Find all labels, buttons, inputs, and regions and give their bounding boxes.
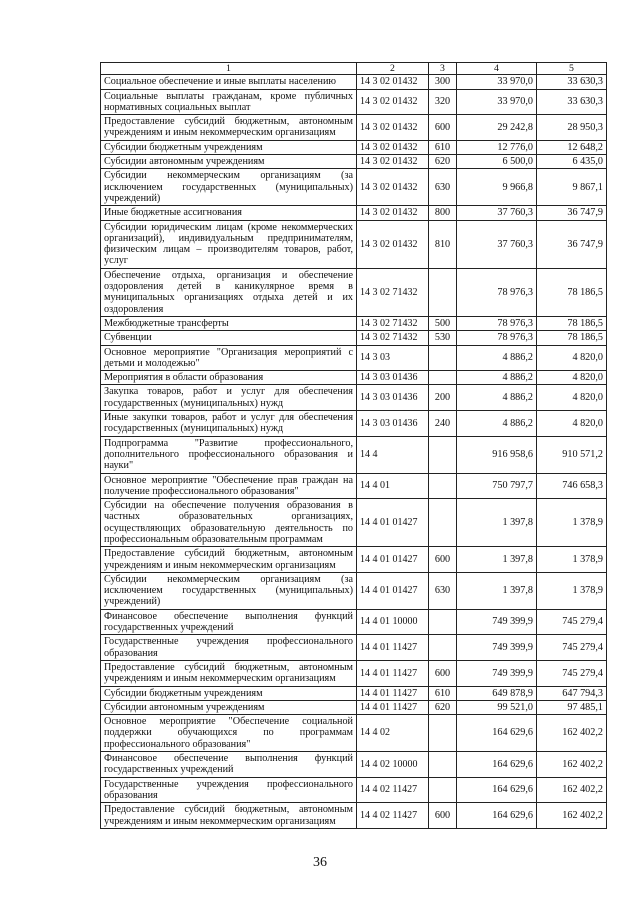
row-value-2023-cell: 4 886,2 <box>457 411 537 437</box>
row-name-cell: Субсидии автономным учреждениям <box>101 700 357 714</box>
row-value-2023-cell: 1 397,8 <box>457 547 537 573</box>
row-value-2023-cell: 12 776,0 <box>457 140 537 154</box>
row-code-cell: 14 4 01 11427 <box>357 700 429 714</box>
row-code-cell: 14 3 03 01436 <box>357 385 429 411</box>
row-type-cell: 610 <box>429 686 457 700</box>
row-value-2023-cell: 37 760,3 <box>457 206 537 220</box>
row-name-cell: Предоставление субсидий бюджетным, автономным учреждениям и иным некоммерческим организациям <box>101 115 357 141</box>
row-name-cell: Подпрограмма "Развитие профессионального, дополнительного профессионального образования и науки" <box>101 436 357 473</box>
row-value-2023-cell: 164 629,6 <box>457 752 537 778</box>
row-value-2023-cell: 78 976,3 <box>457 268 537 316</box>
row-type-cell: 240 <box>429 411 457 437</box>
row-value-2023-cell: 33 970,0 <box>457 89 537 115</box>
row-value-2023-cell: 750 797,7 <box>457 473 537 499</box>
table-row <box>101 700 607 714</box>
row-value-2023-cell: 99 521,0 <box>457 700 537 714</box>
table-row <box>101 220 607 268</box>
row-name-cell: Субсидии автономным учреждениям <box>101 155 357 169</box>
row-value-2023-cell: 4 886,2 <box>457 371 537 385</box>
table-row <box>101 331 607 345</box>
row-code-cell: 14 4 02 11427 <box>357 803 429 829</box>
header-cell: 1 <box>101 63 357 75</box>
row-code-cell: 14 3 02 01432 <box>357 169 429 206</box>
row-value-2024-cell: 745 279,4 <box>537 609 607 635</box>
table-row <box>101 345 607 371</box>
row-code-cell: 14 3 03 01436 <box>357 371 429 385</box>
row-value-2024-cell: 97 485,1 <box>537 700 607 714</box>
row-type-cell <box>429 345 457 371</box>
row-value-2023-cell: 4 886,2 <box>457 345 537 371</box>
header-cell: 4 <box>457 63 537 75</box>
row-value-2023-cell: 749 399,9 <box>457 609 537 635</box>
row-name-cell: Основное мероприятие "Организация мероприятий с детьми и молодежью" <box>101 345 357 371</box>
row-value-2024-cell: 746 658,3 <box>537 473 607 499</box>
row-code-cell: 14 3 03 01436 <box>357 411 429 437</box>
row-value-2024-cell: 162 402,2 <box>537 752 607 778</box>
table-row <box>101 752 607 778</box>
table-row <box>101 715 607 752</box>
row-code-cell: 14 4 <box>357 436 429 473</box>
table-row <box>101 268 607 316</box>
row-type-cell: 620 <box>429 700 457 714</box>
row-type-cell: 610 <box>429 140 457 154</box>
row-value-2023-cell: 749 399,9 <box>457 635 537 661</box>
row-code-cell: 14 4 01 <box>357 473 429 499</box>
row-type-cell: 600 <box>429 115 457 141</box>
row-code-cell: 14 3 02 71432 <box>357 268 429 316</box>
row-type-cell: 630 <box>429 572 457 609</box>
row-value-2024-cell: 33 630,3 <box>537 75 607 89</box>
row-name-cell: Субсидии бюджетным учреждениям <box>101 686 357 700</box>
row-code-cell: 14 3 02 01432 <box>357 140 429 154</box>
table-row <box>101 436 607 473</box>
row-name-cell: Межбюджетные трансферты <box>101 316 357 330</box>
row-name-cell: Финансовое обеспечение выполнения функций государственных учреждений <box>101 609 357 635</box>
row-code-cell: 14 4 01 01427 <box>357 547 429 573</box>
row-value-2024-cell: 910 571,2 <box>537 436 607 473</box>
row-name-cell: Мероприятия в области образования <box>101 371 357 385</box>
row-value-2024-cell: 4 820,0 <box>537 411 607 437</box>
row-code-cell: 14 3 02 01432 <box>357 115 429 141</box>
row-value-2024-cell: 36 747,9 <box>537 206 607 220</box>
row-type-cell: 600 <box>429 547 457 573</box>
row-value-2023-cell: 6 500,0 <box>457 155 537 169</box>
table-row <box>101 499 607 547</box>
table-row <box>101 206 607 220</box>
row-value-2024-cell: 745 279,4 <box>537 635 607 661</box>
row-value-2024-cell: 6 435,0 <box>537 155 607 169</box>
row-name-cell: Субвенции <box>101 331 357 345</box>
table-row <box>101 371 607 385</box>
header-row <box>101 63 607 75</box>
table-row <box>101 803 607 829</box>
row-code-cell: 14 4 01 11427 <box>357 686 429 700</box>
row-code-cell: 14 3 03 <box>357 345 429 371</box>
row-value-2023-cell: 78 976,3 <box>457 316 537 330</box>
table-row <box>101 155 607 169</box>
row-value-2024-cell: 1 378,9 <box>537 547 607 573</box>
row-value-2023-cell: 1 397,8 <box>457 499 537 547</box>
row-value-2023-cell: 4 886,2 <box>457 385 537 411</box>
row-value-2024-cell: 4 820,0 <box>537 371 607 385</box>
row-value-2023-cell: 1 397,8 <box>457 572 537 609</box>
row-type-cell: 530 <box>429 331 457 345</box>
table-row <box>101 316 607 330</box>
row-type-cell: 800 <box>429 206 457 220</box>
row-type-cell: 320 <box>429 89 457 115</box>
table-row <box>101 89 607 115</box>
row-code-cell: 14 4 02 11427 <box>357 777 429 803</box>
row-value-2024-cell: 162 402,2 <box>537 715 607 752</box>
row-value-2024-cell: 647 794,3 <box>537 686 607 700</box>
row-value-2023-cell: 33 970,0 <box>457 75 537 89</box>
row-name-cell: Финансовое обеспечение выполнения функций государственных учреждений <box>101 752 357 778</box>
row-value-2024-cell: 33 630,3 <box>537 89 607 115</box>
row-value-2023-cell: 164 629,6 <box>457 803 537 829</box>
table-row <box>101 572 607 609</box>
table-row <box>101 169 607 206</box>
row-type-cell: 500 <box>429 316 457 330</box>
budget-table <box>100 62 607 829</box>
row-code-cell: 14 3 02 01432 <box>357 220 429 268</box>
row-value-2024-cell: 28 950,3 <box>537 115 607 141</box>
row-name-cell: Предоставление субсидий бюджетным, автономным учреждениям и иным некоммерческим организациям <box>101 660 357 686</box>
table-row <box>101 660 607 686</box>
row-value-2024-cell: 162 402,2 <box>537 777 607 803</box>
row-code-cell: 14 4 01 11427 <box>357 635 429 661</box>
row-name-cell: Субсидии некоммерческим организациям (за исключением государственных (муниципальных) учреждений) <box>101 169 357 206</box>
row-name-cell: Субсидии некоммерческим организациям (за исключением государственных (муниципальных) учреждений) <box>101 572 357 609</box>
table-row <box>101 140 607 154</box>
row-type-cell: 620 <box>429 155 457 169</box>
table-row <box>101 75 607 89</box>
table-row <box>101 411 607 437</box>
table-row <box>101 686 607 700</box>
row-value-2023-cell: 164 629,6 <box>457 715 537 752</box>
row-type-cell <box>429 635 457 661</box>
row-type-cell <box>429 436 457 473</box>
header-cell: 3 <box>429 63 457 75</box>
row-value-2023-cell: 749 399,9 <box>457 660 537 686</box>
header-cell: 2 <box>357 63 429 75</box>
row-name-cell: Иные бюджетные ассигнования <box>101 206 357 220</box>
row-value-2024-cell: 78 186,5 <box>537 331 607 345</box>
row-value-2024-cell: 162 402,2 <box>537 803 607 829</box>
row-value-2023-cell: 164 629,6 <box>457 777 537 803</box>
row-type-cell: 810 <box>429 220 457 268</box>
table-row <box>101 777 607 803</box>
table-row <box>101 115 607 141</box>
row-type-cell: 200 <box>429 385 457 411</box>
row-code-cell: 14 4 02 <box>357 715 429 752</box>
row-code-cell: 14 3 02 01432 <box>357 89 429 115</box>
row-value-2024-cell: 12 648,2 <box>537 140 607 154</box>
row-value-2024-cell: 9 867,1 <box>537 169 607 206</box>
row-code-cell: 14 3 02 01432 <box>357 75 429 89</box>
row-code-cell: 14 3 02 01432 <box>357 155 429 169</box>
row-type-cell <box>429 499 457 547</box>
row-value-2024-cell: 4 820,0 <box>537 385 607 411</box>
table-row <box>101 609 607 635</box>
row-name-cell: Предоставление субсидий бюджетным, автономным учреждениям и иным некоммерческим организациям <box>101 547 357 573</box>
row-name-cell: Государственные учреждения профессионального образования <box>101 777 357 803</box>
row-code-cell: 14 4 01 01427 <box>357 572 429 609</box>
row-value-2023-cell: 37 760,3 <box>457 220 537 268</box>
table-body <box>101 75 607 829</box>
table-row <box>101 385 607 411</box>
row-type-cell <box>429 268 457 316</box>
row-type-cell <box>429 777 457 803</box>
row-name-cell: Субсидии юридическим лицам (кроме некоммерческих организаций), индивидуальным предпринимателям, физическим лицам – производителям товаров, работ, услуг <box>101 220 357 268</box>
table-row <box>101 635 607 661</box>
row-value-2023-cell: 9 966,8 <box>457 169 537 206</box>
row-name-cell: Субсидии бюджетным учреждениям <box>101 140 357 154</box>
row-type-cell: 600 <box>429 660 457 686</box>
row-name-cell: Иные закупки товаров, работ и услуг для обеспечения государственных (муниципальных) нужд <box>101 411 357 437</box>
row-type-cell: 630 <box>429 169 457 206</box>
row-name-cell: Основное мероприятие "Обеспечение социальной поддержки обучающихся по программам профессионального образования" <box>101 715 357 752</box>
row-value-2024-cell: 1 378,9 <box>537 499 607 547</box>
row-type-cell <box>429 715 457 752</box>
header-cell: 5 <box>537 63 607 75</box>
row-name-cell: Предоставление субсидий бюджетным, автономным учреждениям и иным некоммерческим организациям <box>101 803 357 829</box>
table-row <box>101 547 607 573</box>
row-name-cell: Государственные учреждения профессионального образования <box>101 635 357 661</box>
row-name-cell: Социальное обеспечение и иные выплаты населению <box>101 75 357 89</box>
row-type-cell: 600 <box>429 803 457 829</box>
table-header <box>101 63 607 75</box>
row-value-2023-cell: 649 878,9 <box>457 686 537 700</box>
row-value-2024-cell: 4 820,0 <box>537 345 607 371</box>
row-type-cell <box>429 371 457 385</box>
row-type-cell: 300 <box>429 75 457 89</box>
row-code-cell: 14 4 01 10000 <box>357 609 429 635</box>
row-value-2024-cell: 745 279,4 <box>537 660 607 686</box>
row-code-cell: 14 3 02 01432 <box>357 206 429 220</box>
row-name-cell: Основное мероприятие "Обеспечение прав граждан на получение профессионального образования" <box>101 473 357 499</box>
row-name-cell: Закупка товаров, работ и услуг для обеспечения государственных (муниципальных) нужд <box>101 385 357 411</box>
row-name-cell: Социальные выплаты гражданам, кроме публичных нормативных социальных выплат <box>101 89 357 115</box>
row-type-cell <box>429 473 457 499</box>
row-name-cell: Обеспечение отдыха, организация и обеспечение оздоровления детей в каникулярное время в муниципальных организациях отдыха детей и их оздоровления <box>101 268 357 316</box>
table-row <box>101 473 607 499</box>
row-name-cell: Субсидии на обеспечение получения образования в частных образовательных организациях, осуществляющих образовательную деятельность по профессиональным образовательным программам <box>101 499 357 547</box>
row-code-cell: 14 3 02 71432 <box>357 316 429 330</box>
row-code-cell: 14 4 01 01427 <box>357 499 429 547</box>
row-code-cell: 14 4 01 11427 <box>357 660 429 686</box>
row-code-cell: 14 4 02 10000 <box>357 752 429 778</box>
row-value-2023-cell: 29 242,8 <box>457 115 537 141</box>
row-value-2024-cell: 78 186,5 <box>537 268 607 316</box>
row-code-cell: 14 3 02 71432 <box>357 331 429 345</box>
row-type-cell <box>429 609 457 635</box>
row-value-2023-cell: 78 976,3 <box>457 331 537 345</box>
row-value-2023-cell: 916 958,6 <box>457 436 537 473</box>
row-value-2024-cell: 36 747,9 <box>537 220 607 268</box>
row-value-2024-cell: 1 378,9 <box>537 572 607 609</box>
page-number: 36 <box>313 855 327 870</box>
row-type-cell <box>429 752 457 778</box>
row-value-2024-cell: 78 186,5 <box>537 316 607 330</box>
